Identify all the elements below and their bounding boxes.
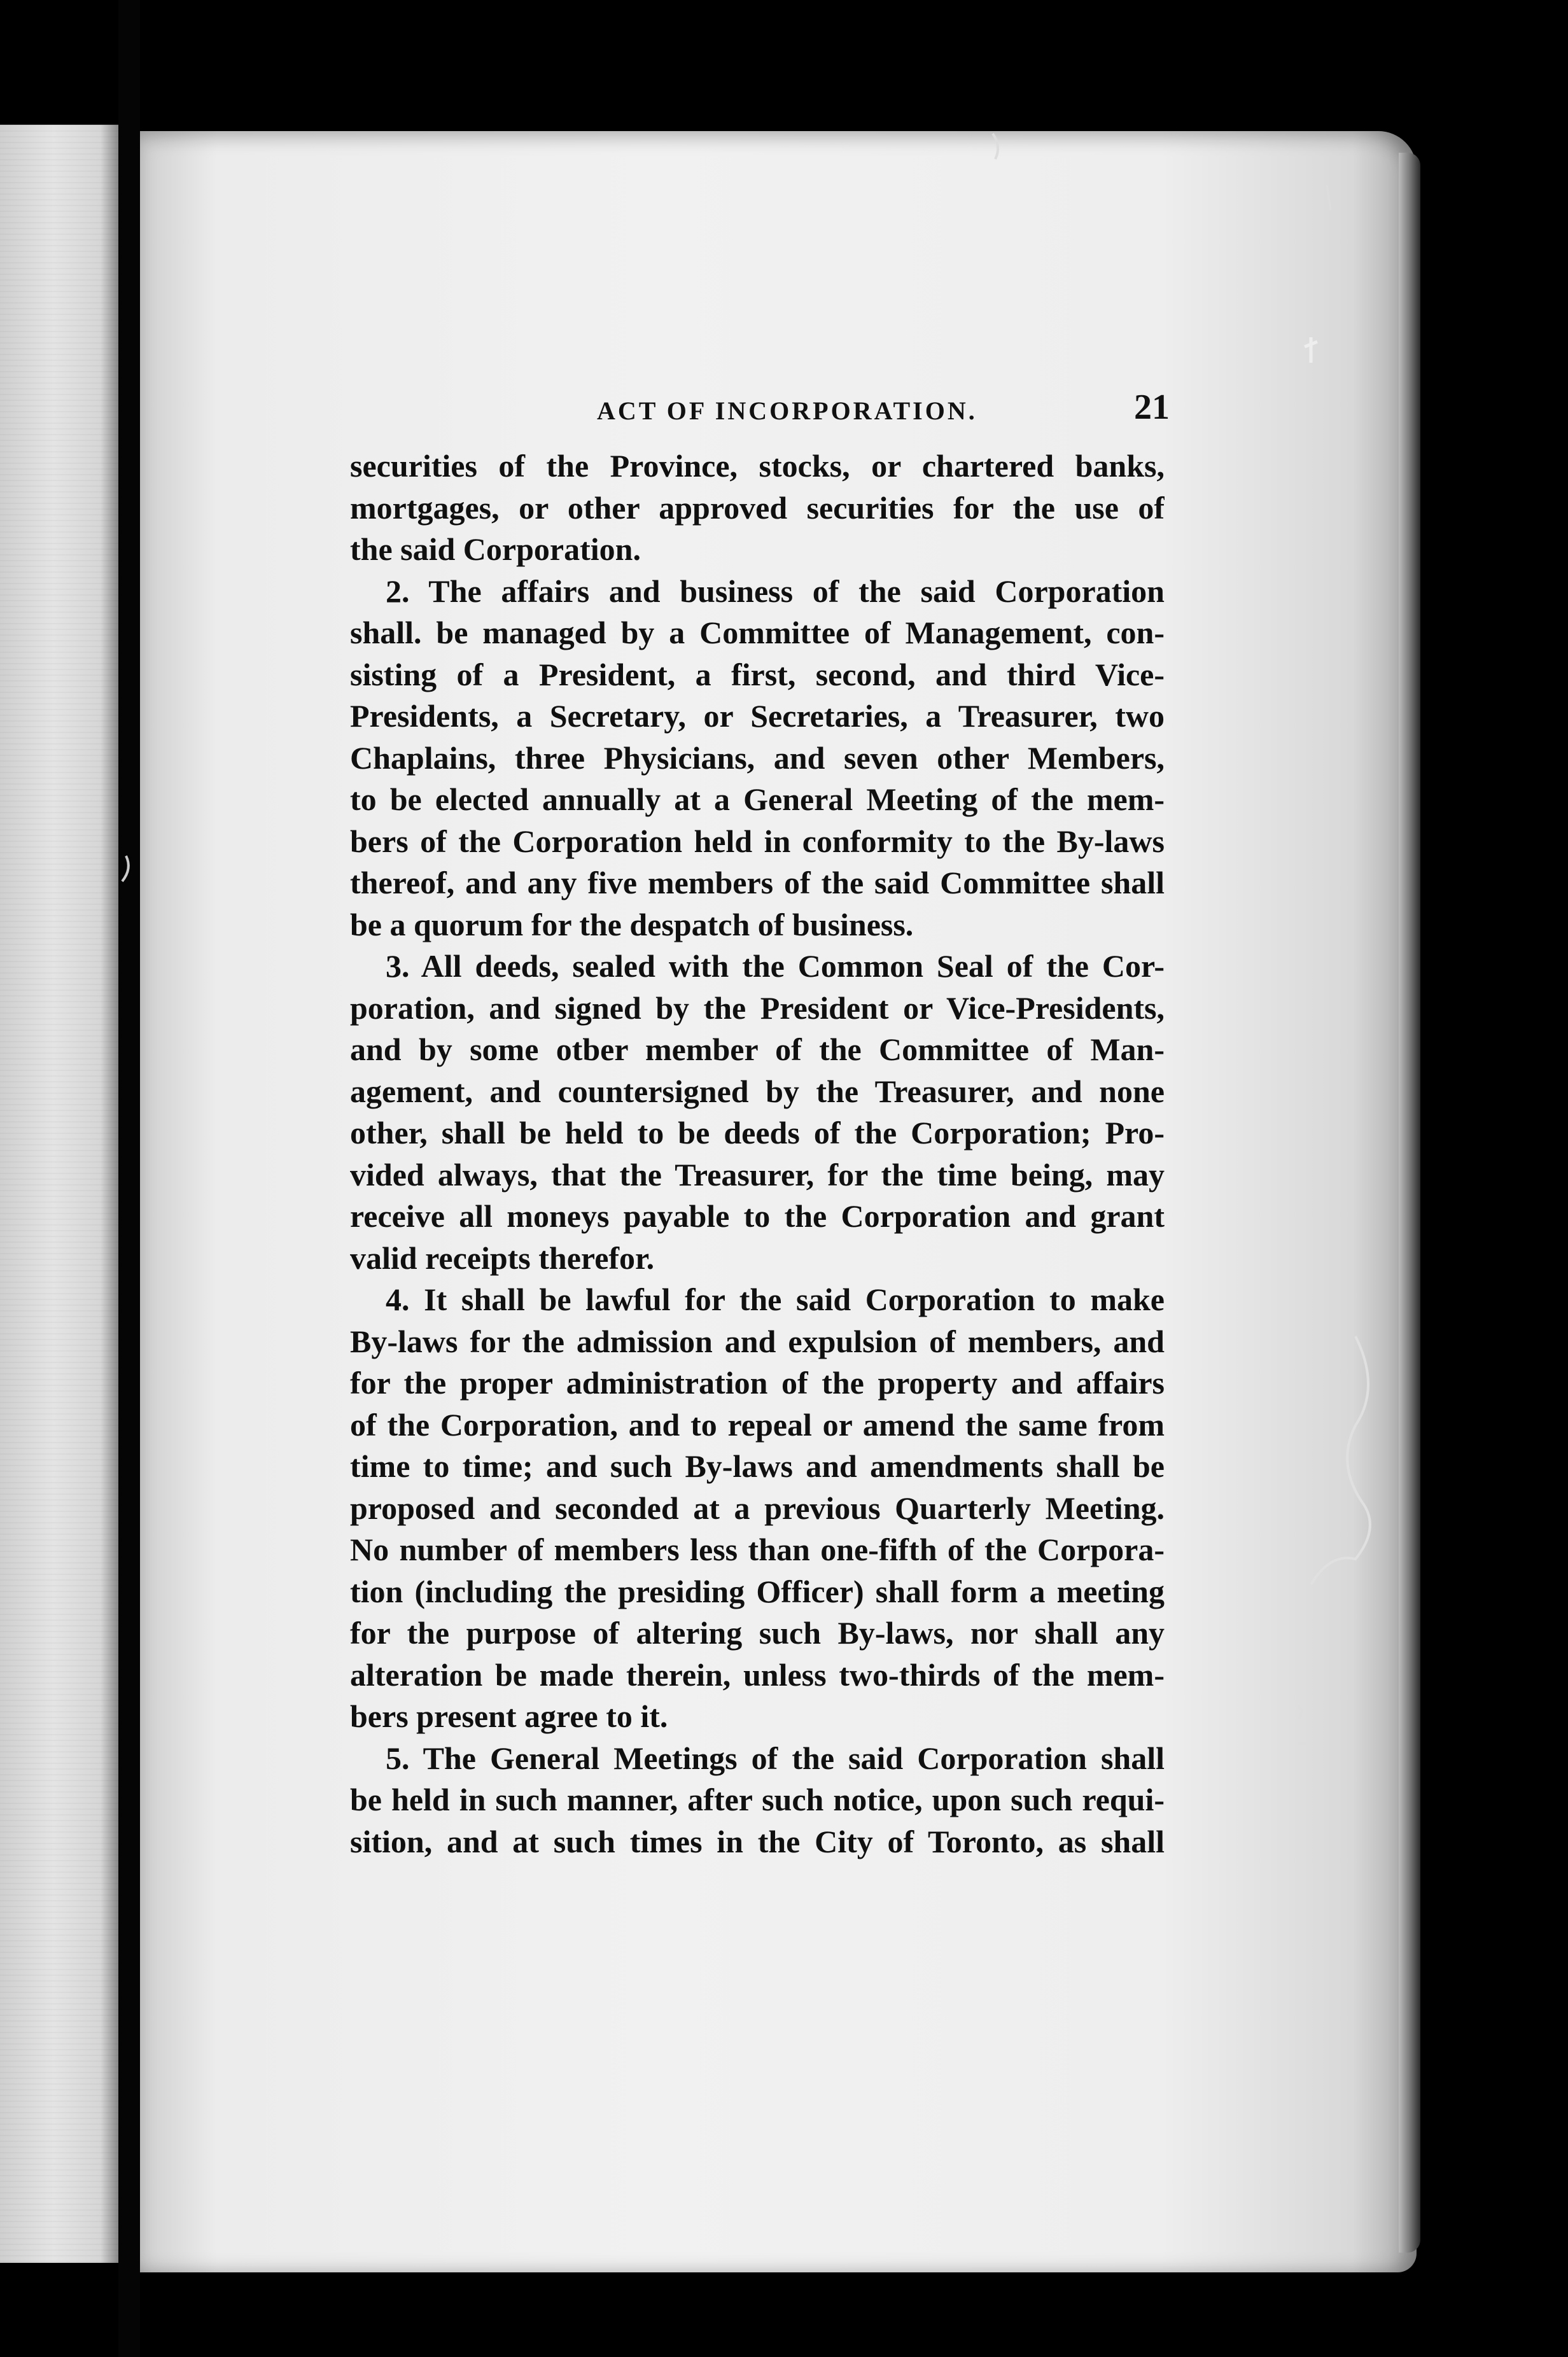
text-line: proposed and seconded at a previous Quarterly Meeting. xyxy=(350,1490,1165,1526)
text-line: 4. It shall be lawful for the said Corporation to make xyxy=(386,1282,1165,1317)
text-line: agement, and countersigned by the Treasurer, and none xyxy=(350,1073,1165,1109)
text-line: sition, and at such times in the City of Toronto, as shall xyxy=(350,1823,1165,1859)
text-line: the said Corporation. xyxy=(350,531,641,567)
page-edge xyxy=(1399,153,1420,2253)
text-line: sisting of a President, a first, second, and third Vice- xyxy=(350,656,1165,692)
text-line: securities of the Province, stocks, or chartered banks, xyxy=(350,448,1165,484)
text-line: No number of members less than one-fifth of the Corpora- xyxy=(350,1532,1165,1567)
text-line: 5. The General Meetings of the said Corporation shall xyxy=(386,1740,1165,1776)
text-line: By-laws for the admission and expulsion of members, and xyxy=(350,1323,1165,1359)
text-line: to be elected annually at a General Meeting of the mem- xyxy=(350,781,1165,817)
text-line: receive all moneys payable to the Corporation and grant xyxy=(350,1198,1165,1234)
text-line: of the Corporation, and to repeal or amend the same from xyxy=(350,1406,1165,1443)
text-line: and by some otber member of the Committee of Man- xyxy=(350,1032,1165,1067)
text-line: shall. be managed by a Committee of Management, con- xyxy=(350,615,1165,650)
page-header xyxy=(140,389,1417,440)
text-line: thereof, and any five members of the said Committee shall xyxy=(350,865,1165,900)
text-line: 3. All deeds, sealed with the Common Seal of the Cor- xyxy=(386,948,1165,984)
text-line: vided always, that the Treasurer, for the time being, may xyxy=(350,1156,1165,1192)
text-line: be a quorum for the despatch of business. xyxy=(350,906,914,942)
text-line: poration, and signed by the President or Vice-Presidents, xyxy=(350,990,1165,1026)
text-line: tion (including the presiding Officer) shall form a meeting xyxy=(350,1573,1165,1609)
text-line: for the proper administration of the property and affairs xyxy=(350,1365,1165,1401)
text-line: bers of the Corporation held in conformity to the By-laws xyxy=(350,823,1165,859)
text-line: Chaplains, three Physicians, and seven other Members, xyxy=(350,739,1165,776)
running-head: ACT OF INCORPORATION. xyxy=(597,396,977,425)
text-line: valid receipts therefor. xyxy=(350,1240,655,1276)
text-line: other, shall be held to be deeds of the Corporation; Pro- xyxy=(350,1115,1165,1151)
page-number: 21 xyxy=(1134,388,1170,427)
text-line: mortgages, or other approved securities for the use of xyxy=(350,489,1165,526)
text-line: 2. The affairs and business of the said Corporation xyxy=(386,573,1165,609)
text-line: Presidents, a Secretary, or Secretaries, a Treasurer, two xyxy=(350,698,1165,734)
body-text xyxy=(350,445,1165,1863)
text-line: alteration be made therein, unless two-thirds of the mem- xyxy=(350,1656,1165,1693)
book-gutter xyxy=(118,0,140,2357)
text-line: be held in such manner, after such notice, upon such requi- xyxy=(350,1782,1165,1817)
text-line: time to time; and such By-laws and amendments shall be xyxy=(350,1448,1165,1484)
adjacent-left-page xyxy=(0,125,118,2263)
text-line: bers present agree to it. xyxy=(350,1698,668,1734)
text-line: for the purpose of altering such By-laws, nor shall any xyxy=(350,1615,1165,1651)
